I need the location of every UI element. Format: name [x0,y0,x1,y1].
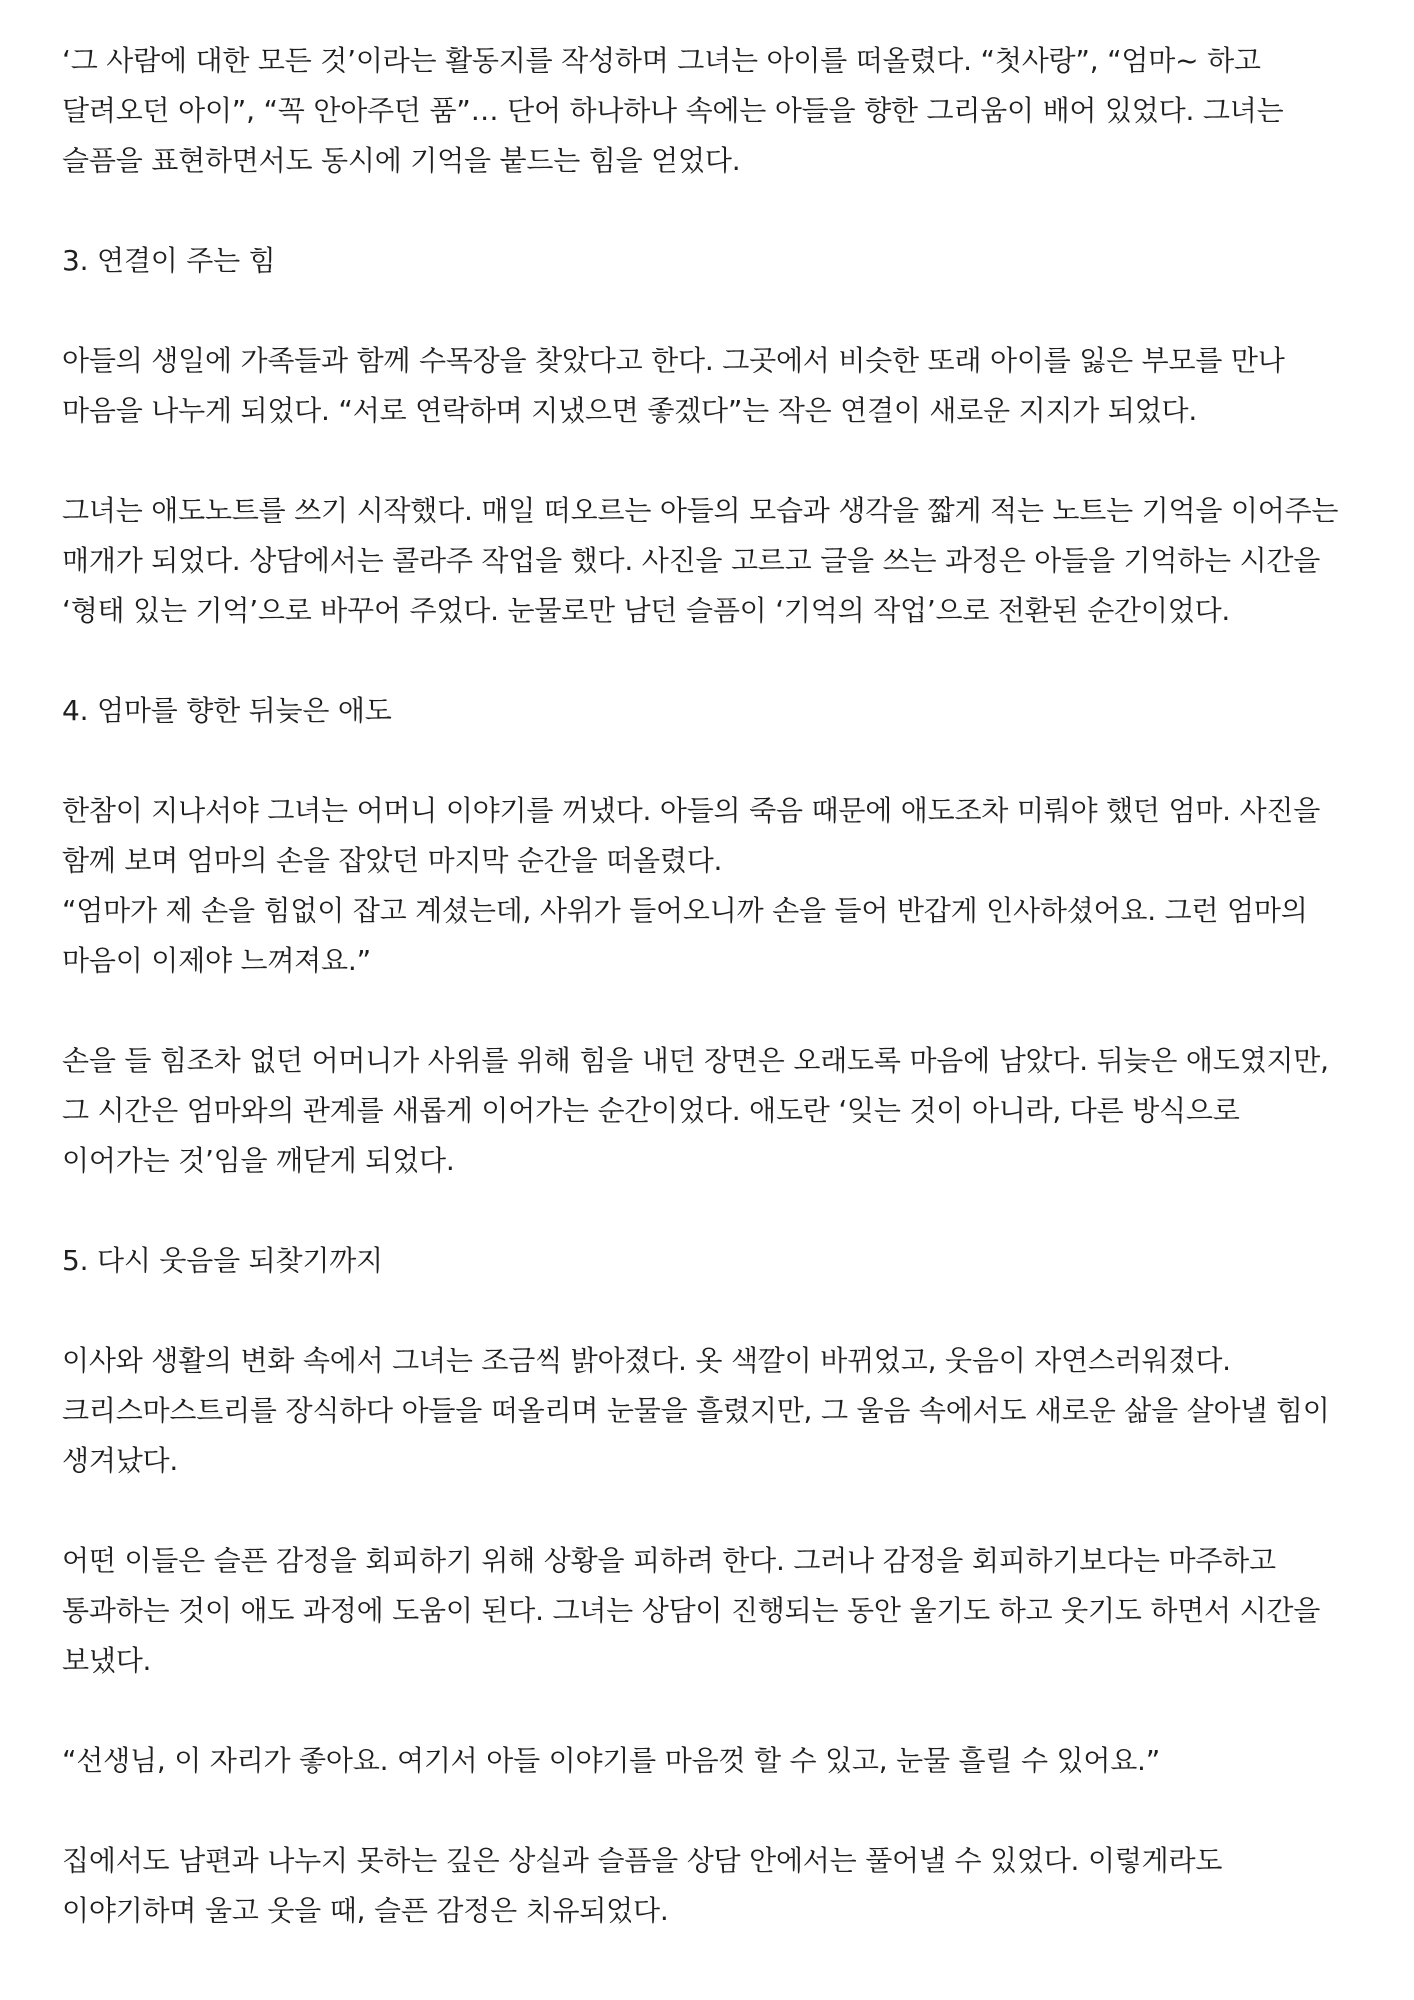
paragraph-mother-story: 한참이 지나서야 그녀는 어머니 이야기를 꺼냈다. 아들의 죽음 때문에 애도조차 미뤄야 했던 엄마. 사진을 함께 보며 엄마의 손을 잡았던 마지막 순간을 떠올렸다. [62,794,1321,877]
paragraph-late-mourning: 손을 들 힘조차 없던 어머니가 사위를 위해 힘을 내던 장면은 오래도록 마음에 남았다. 뒤늦은 애도였지만, 그 시간은 엄마와의 관계를 새롭게 이어가는 순간이었다. 애도란 ‘잊는 것이 아니라, 다른 방식으로 이어가는 것’임을 깨닫게 되었다. [62,1044,1329,1177]
paragraph-facing-emotions: 어떤 이들은 슬픈 감정을 회피하기 위해 상황을 피하려 한다. 그러나 감정을 회피하기보다는 마주하고 통과하는 것이 애도 과정에 도움이 된다. 그녀는 상담이 진행되는 동안 울기도 하고 웃기도 하면서 시간을 보냈다. [62,1544,1321,1677]
paragraph-teacher-quote: “선생님, 이 자리가 좋아요. 여기서 아들 이야기를 마음껏 할 수 있고, 눈물 흘릴 수 있어요.” [62,1744,1161,1777]
section-heading-5: 5. 다시 웃음을 되찾기까지 [62,1244,383,1277]
paragraph-healing: 집에서도 남편과 나누지 못하는 깊은 상실과 슬픔을 상담 안에서는 풀어낼 수 있었다. 이렇게라도 이야기하며 울고 웃을 때, 슬픈 감정은 치유되었다. [62,1844,1223,1927]
paragraph-grief-note: 그녀는 애도노트를 쓰기 시작했다. 매일 떠오르는 아들의 모습과 생각을 짧게 적는 노트는 기억을 이어주는 매개가 되었다. 상담에서는 콜라주 작업을 했다. 사진을 고르고 글을 쓰는 과정은 아들을 기억하는 시간을 ‘형태 있는 기억’으로 바꾸어 주었다. 눈물로만 남던 슬픔이 ‘기억의 작업’으로 전환된 순간이었다. [62,494,1339,627]
section-heading-3: 3. 연결이 주는 힘 [62,244,276,277]
article-body [62,0,1352,1936]
paragraph-activity-sheet: ‘그 사람에 대한 모든 것’이라는 활동지를 작성하며 그녀는 아이를 떠올렸다. “첫사랑”, “엄마~ 하고 달려오던 아이”, “꼭 안아주던 품”… 단어 하나하나 속에는 아들을 향한 그리움이 배어 있었다. 그녀는 슬픔을 표현하면서도 동시에 기억을 붙드는 힘을 얻었다. [62,44,1284,177]
paragraph-arboretum: 아들의 생일에 가족들과 함께 수목장을 찾았다고 한다. 그곳에서 비슷한 또래 아이를 잃은 부모를 만나 마음을 나누게 되었다. “서로 연락하며 지냈으면 좋겠다”는 작은 연결이 새로운 지지가 되었다. [62,344,1285,427]
section-heading-4: 4. 엄마를 향한 뒤늦은 애도 [62,694,392,727]
paragraph-moving: 이사와 생활의 변화 속에서 그녀는 조금씩 밝아졌다. 옷 색깔이 바뀌었고, 웃음이 자연스러워졌다. 크리스마스트리를 장식하다 아들을 떠올리며 눈물을 흘렸지만, 그 울음 속에서도 새로운 삶을 살아낼 힘이 생겨났다. [62,1344,1330,1477]
paragraph-mother-quote: “엄마가 제 손을 힘없이 잡고 계셨는데, 사위가 들어오니까 손을 들어 반갑게 인사하셨어요. 그런 엄마의 마음이 이제야 느껴져요.” [62,894,1308,977]
